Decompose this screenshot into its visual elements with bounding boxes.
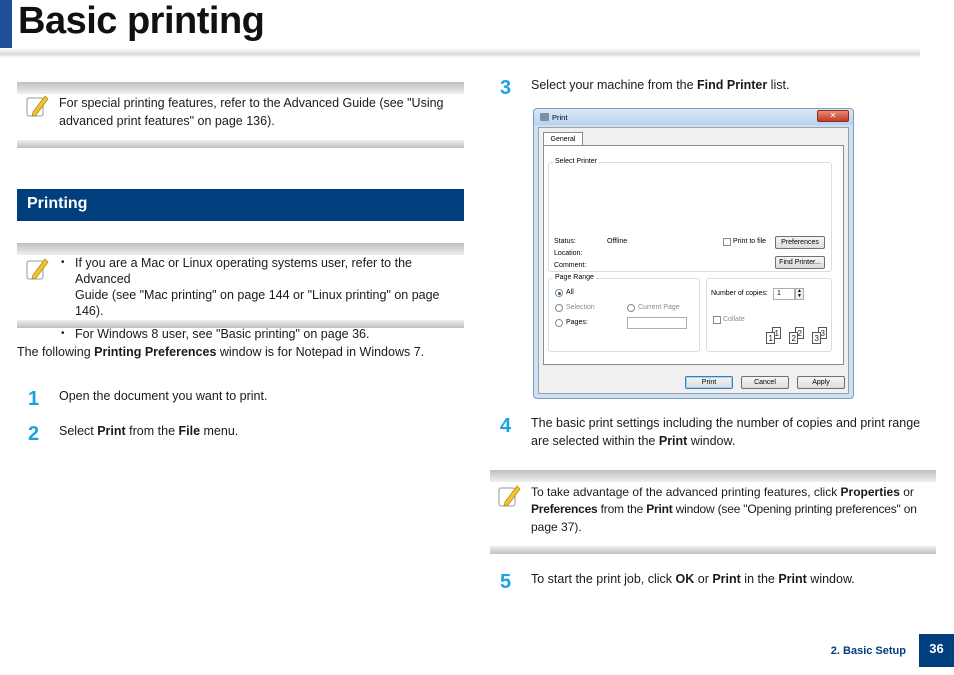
location-label: Location: bbox=[554, 250, 583, 257]
note-2-list bbox=[59, 255, 464, 349]
status-label: Status: bbox=[554, 238, 576, 245]
select-printer-group bbox=[548, 158, 832, 272]
text: in the bbox=[740, 572, 779, 586]
bullet-2: For Windows 8 user, see "Basic printing" on page 36. bbox=[75, 327, 370, 341]
text: are selected within the bbox=[531, 434, 659, 448]
note-band-top bbox=[490, 470, 936, 482]
print-dialog bbox=[533, 108, 854, 399]
print-button[interactable]: Print bbox=[685, 376, 733, 389]
text: To take advantage of the advanced printing features, click bbox=[531, 485, 841, 499]
tab-general[interactable]: General bbox=[543, 132, 583, 146]
collate-sheet: 1 bbox=[772, 327, 781, 339]
intro-text-end: window is for Notepad in Windows 7. bbox=[216, 345, 425, 359]
all-radio[interactable] bbox=[555, 289, 563, 297]
step-4-number: 4 bbox=[500, 415, 512, 437]
collate-sheet: 2 bbox=[795, 327, 804, 339]
step-2-number: 2 bbox=[28, 423, 40, 445]
text: To start the print job, click bbox=[531, 572, 676, 586]
all-label: All bbox=[566, 289, 574, 296]
note-3-line-3: page 37). bbox=[531, 520, 582, 534]
section-title: Printing bbox=[27, 195, 88, 212]
text: from the bbox=[597, 502, 647, 516]
note-band-top bbox=[17, 243, 464, 255]
select-printer-label: Select Printer bbox=[555, 158, 598, 165]
note-band-bottom bbox=[490, 546, 936, 554]
footer-section-label: 2. Basic Setup bbox=[830, 645, 906, 657]
text: window. bbox=[806, 572, 855, 586]
pencil-note-icon bbox=[497, 482, 521, 510]
text: from the bbox=[125, 424, 179, 438]
text: Select bbox=[59, 424, 98, 438]
title-accent-bar bbox=[0, 0, 12, 52]
current-page-label: Current Page bbox=[638, 304, 680, 311]
intro-text: The following bbox=[17, 345, 95, 359]
note-band-bottom bbox=[17, 140, 464, 148]
list-item bbox=[59, 255, 464, 319]
page-range-label: Page Range bbox=[555, 274, 594, 281]
text: window (see "Opening printing preferences" on bbox=[672, 502, 917, 516]
section-header bbox=[17, 189, 464, 221]
text: Select your machine from the bbox=[531, 78, 698, 92]
bold-print: Print bbox=[712, 572, 741, 586]
bold-print: Print bbox=[658, 434, 688, 448]
title-divider bbox=[0, 48, 920, 58]
pages-radio[interactable] bbox=[555, 319, 563, 327]
print-to-file-checkbox[interactable] bbox=[723, 238, 731, 246]
intro-paragraph bbox=[17, 343, 424, 361]
selection-label: Selection bbox=[566, 304, 595, 311]
note-3-line-1 bbox=[531, 483, 914, 501]
copies-spinner[interactable]: ▲ ▼ bbox=[795, 288, 804, 300]
printer-icon bbox=[540, 113, 549, 121]
print-to-file-label: Print to file bbox=[733, 238, 767, 245]
selection-radio[interactable] bbox=[555, 304, 563, 312]
step-5-text bbox=[531, 570, 855, 588]
bold-ok: OK bbox=[675, 572, 695, 586]
page-title: Basic printing bbox=[18, 0, 265, 42]
pages-input[interactable] bbox=[627, 317, 687, 329]
text: or bbox=[694, 572, 713, 586]
step-2-text bbox=[59, 422, 238, 440]
bold-print: Print bbox=[646, 502, 673, 516]
dialog-titlebar bbox=[534, 109, 853, 125]
current-page-radio[interactable] bbox=[627, 304, 635, 312]
collate-sheet: 3 bbox=[812, 332, 821, 344]
bold-properties: Properties bbox=[840, 485, 900, 499]
cancel-button[interactable]: Cancel bbox=[741, 376, 789, 389]
comment-label: Comment: bbox=[554, 262, 587, 269]
preferences-button[interactable]: Preferences bbox=[775, 236, 825, 249]
step-3-number: 3 bbox=[500, 77, 512, 99]
apply-button[interactable]: Apply bbox=[797, 376, 845, 389]
step-5-number: 5 bbox=[500, 571, 512, 593]
bold-print: Print bbox=[97, 424, 126, 438]
bold-preferences: Preferences bbox=[531, 502, 598, 516]
text: menu. bbox=[200, 424, 239, 438]
close-button[interactable]: ✕ bbox=[817, 110, 849, 122]
bold-print: Print bbox=[778, 572, 807, 586]
bold-find-printer: Find Printer bbox=[697, 78, 768, 92]
collate-checkbox[interactable] bbox=[713, 316, 721, 324]
pencil-note-icon bbox=[25, 92, 49, 120]
step-3-text bbox=[531, 76, 789, 94]
page-range-group bbox=[548, 274, 700, 352]
note-3-line-2 bbox=[531, 500, 917, 518]
find-printer-button[interactable]: Find Printer... bbox=[775, 256, 825, 269]
page-number: 36 bbox=[919, 634, 954, 667]
collate-label: Collate bbox=[723, 316, 745, 323]
number-of-copies-label: Number of copies: bbox=[711, 290, 768, 297]
collate-sheet: 2 bbox=[789, 332, 798, 344]
text: list. bbox=[767, 78, 790, 92]
step-4-line-1: The basic print settings including the number of copies and print range bbox=[531, 416, 921, 430]
bullet-1-line-2: Guide (see "Mac printing" on page 144 or "Linux printing" on page 146). bbox=[75, 288, 440, 318]
step-1-text: Open the document you want to print. bbox=[59, 389, 268, 403]
pencil-note-icon bbox=[25, 255, 49, 283]
bold-file: File bbox=[178, 424, 201, 438]
note-band-top bbox=[17, 82, 464, 94]
dialog-body bbox=[538, 127, 849, 394]
note-1-line-2: advanced print features" on page 136). bbox=[59, 114, 275, 128]
step-4-line-2 bbox=[531, 432, 735, 450]
list-item bbox=[59, 326, 464, 342]
step-1-number: 1 bbox=[28, 388, 40, 410]
collate-sheet: 3 bbox=[818, 327, 827, 339]
dialog-title: Print bbox=[552, 113, 568, 122]
text: or bbox=[899, 485, 914, 499]
bullet-1-line-1: If you are a Mac or Linux operating systems user, refer to the Advanced bbox=[75, 256, 412, 286]
pages-label: Pages: bbox=[566, 319, 588, 326]
collate-sheet: 1 bbox=[766, 332, 775, 344]
note-1-line-1: For special printing features, refer to the Advanced Guide (see "Using bbox=[59, 96, 444, 110]
text: window. bbox=[687, 434, 736, 448]
intro-bold: Printing Preferences bbox=[94, 345, 217, 359]
copies-input[interactable]: 1 bbox=[773, 288, 795, 300]
status-value: Offline bbox=[607, 238, 628, 245]
